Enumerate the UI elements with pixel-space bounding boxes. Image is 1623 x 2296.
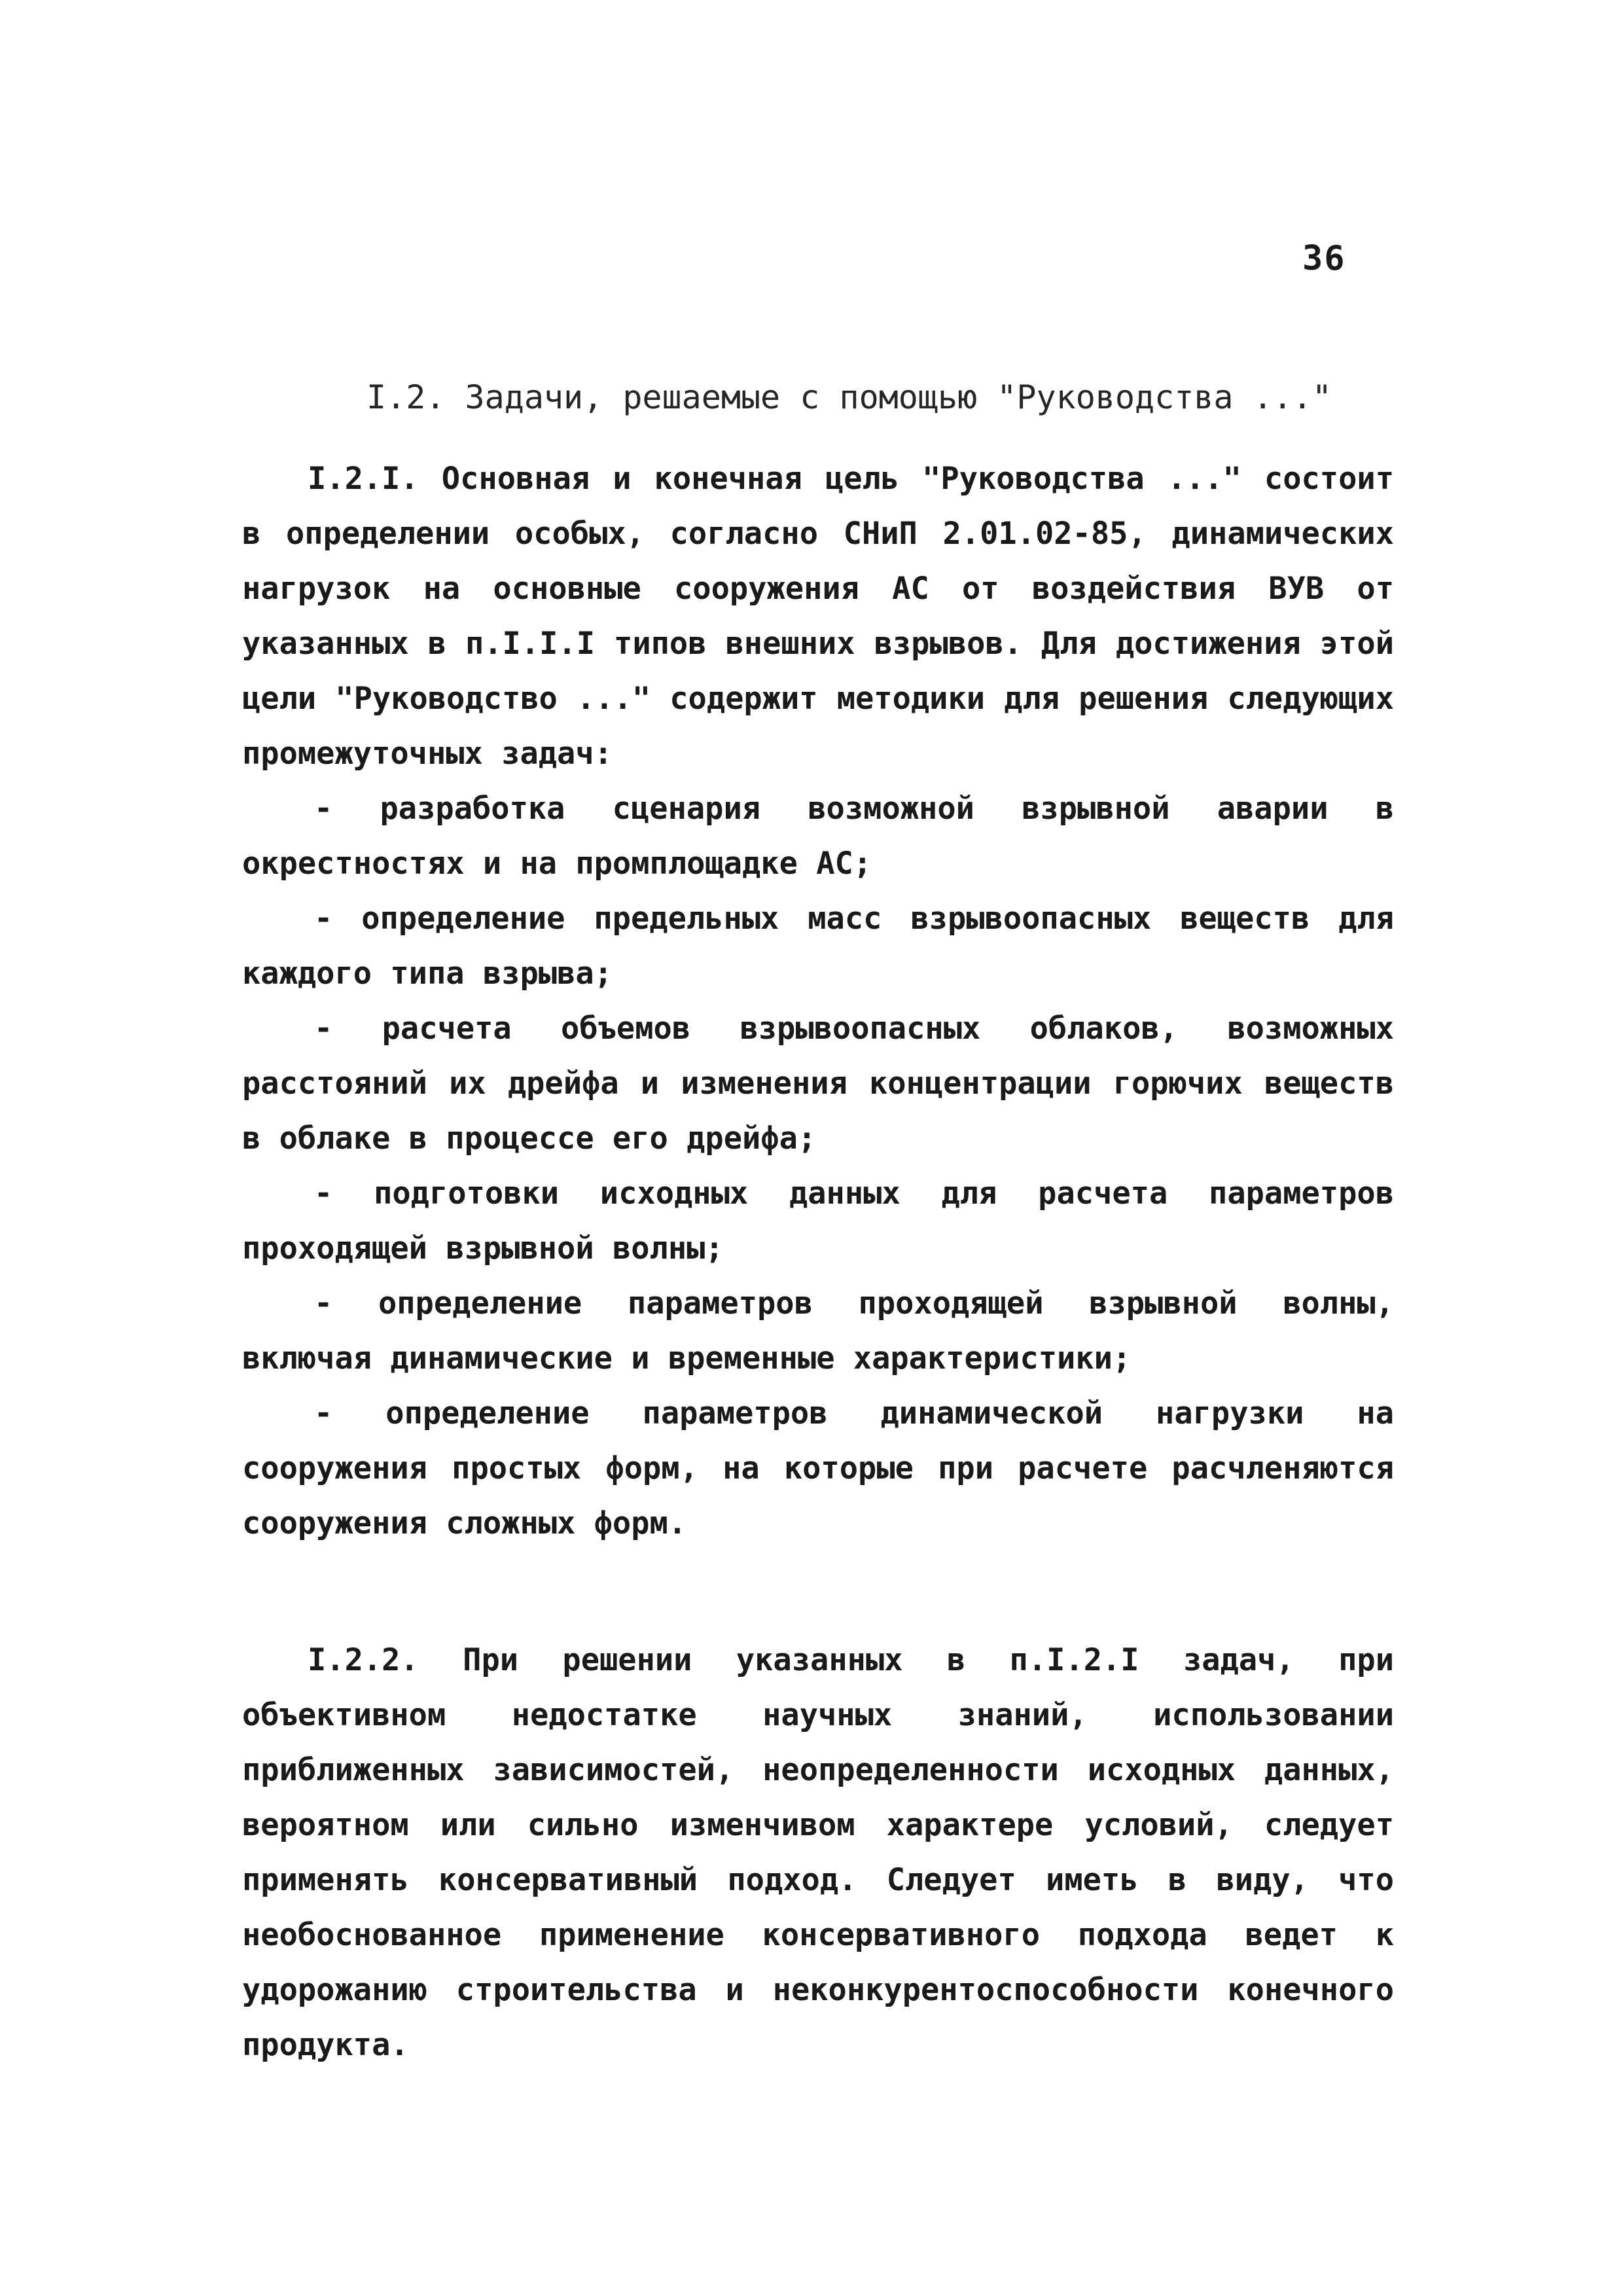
text-block-main — [242, 452, 1394, 1551]
section-heading: I.2. Задачи, решаемые с помощью "Руководства ..." — [366, 378, 1332, 416]
list-item-task-4: - подготовки исходных данных для расчета параметров проходящей взрывной волны; — [242, 1175, 1394, 1266]
paragraph-1-2-1: I.2.I. Основная и конечная цель "Руководства ..." состоит в определении особых, согласно СНиП 2.01.02-85, динамических нагрузок на основные сооружения АС от воздействия ВУВ от указанных в п.I.I.I типов внешних взрывов. Для достижения этой цели "Руководство ..." содержит методики для решения следующих промежуточных задач: — [242, 461, 1394, 772]
page-number: 36 — [1302, 239, 1346, 278]
list-item-task-6: - определение параметров динамической нагрузки на сооружения простых форм, на которые при расчете расчленяются сооружения сложных форм. — [242, 1395, 1394, 1541]
list-item-task-2: - определение предельных масс взрывоопасных веществ для каждого типа взрыва; — [242, 901, 1394, 992]
paragraph-1-2-2: I.2.2. При решении указанных в п.I.2.I задач, при объективном недостатке научных знаний, использовании приближенных зависимостей, неопределенности исходных данных, вероятном или сильно изменчивом характере условий, следует применять консервативный подход. Следует иметь в виду, что необоснованное применение консервативного подхода ведет к удорожанию строительства и неконкурентоспособности конечного продукта. — [242, 1642, 1394, 2063]
list-item-task-5: - определение параметров проходящей взрывной волны, включая динамические и временные характеристики; — [242, 1285, 1394, 1376]
text-block-conservative — [242, 1633, 1394, 2073]
list-item-task-3: - расчета объемов взрывоопасных облаков, возможных расстояний их дрейфа и изменения концентрации горючих веществ в облаке в процессе его дрейфа; — [242, 1011, 1394, 1157]
list-item-task-1: - разработка сценария возможной взрывной аварии в окрестностях и на промплощадке АС; — [242, 791, 1394, 882]
